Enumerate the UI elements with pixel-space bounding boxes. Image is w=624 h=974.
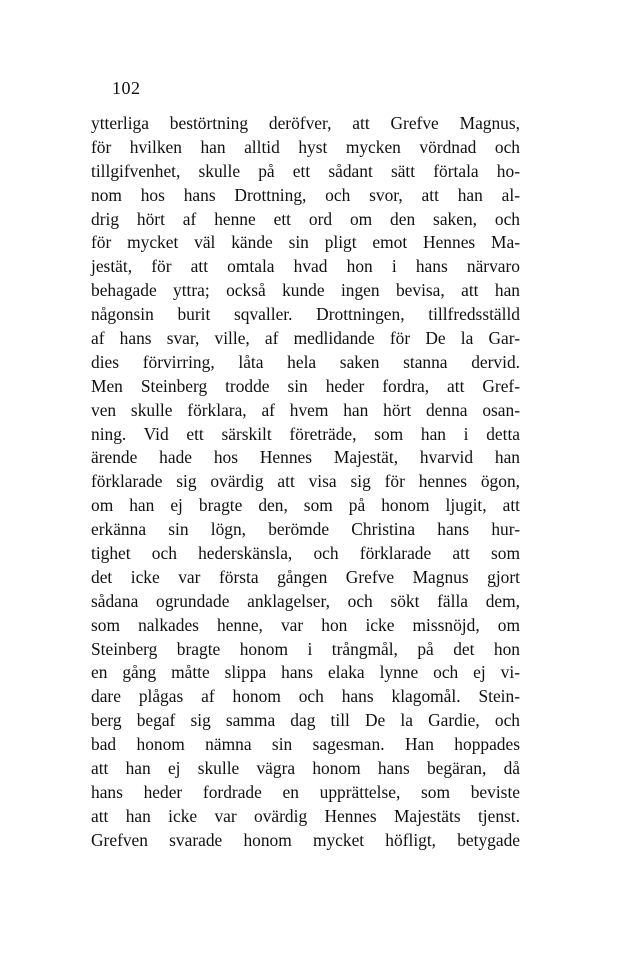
text-line: förklarade sig ovärdig att visa sig för hennes ögon, — [91, 471, 520, 492]
text-line: Men Steinberg trodde sin heder fordra, att Gref- — [91, 375, 520, 396]
text-line: tighet och hederskänsla, och förklarade att som — [91, 543, 520, 564]
text-line: erkänna sin lögn, berömde Christina hans hur- — [91, 519, 520, 540]
text-line: ytterliga bestörtning deröfver, att Grefve Magnus, — [91, 113, 520, 133]
text-line: drig hört af henne ett ord om den saken, och — [91, 208, 520, 229]
page-number: 102 — [112, 78, 141, 98]
text-line: Grefven svarade honom mycket höfligt, betygade — [91, 829, 520, 850]
text-line: som nalkades henne, var hon icke missnöjd, om — [91, 614, 520, 635]
text-line: Steinberg bragte honom i trångmål, på det hon — [91, 638, 520, 659]
text-line: det icke var första gången Grefve Magnus gjort — [91, 566, 520, 587]
text-line: ven skulle förklara, af hvem han hört denna osan- — [91, 399, 520, 420]
body-text — [91, 112, 520, 853]
text-line: af hans svar, ville, af medlidande för De la Gar- — [91, 328, 520, 349]
text-line: berg begaf sig samma dag till De la Gardie, och — [91, 710, 520, 731]
text-line: dies förvirring, låta hela saken stanna dervid. — [91, 351, 520, 372]
text-line: ning. Vid ett särskilt företräde, som han i detta — [91, 423, 520, 444]
text-line: någonsin burit sqvaller. Drottningen, tillfredsställd — [91, 304, 520, 325]
text-line: att han ej skulle vägra honom hans begäran, då — [91, 758, 520, 779]
text-line: en gång måtte slippa hans elaka lynne och ej vi- — [91, 662, 520, 683]
text-line: hans heder fordrade en upprättelse, som beviste — [91, 781, 520, 802]
text-line: jestät, för att omtala hvad hon i hans närvaro — [91, 256, 520, 277]
text-line: bad honom nämna sin sagesman. Han hoppades — [91, 734, 520, 755]
text-line: för mycket väl kände sin pligt emot Hennes Ma- — [91, 232, 520, 253]
text-line: ärende hade hos Hennes Majestät, hvarvid han — [91, 447, 520, 468]
text-line: behagade yttra; också kunde ingen bevisa, att han — [91, 280, 520, 301]
text-line: tillgifvenhet, skulle på ett sådant sätt förtala ho- — [91, 160, 520, 181]
text-line: sådana ogrundade anklagelser, och sökt fälla dem, — [91, 590, 520, 611]
text-line: om han ej bragte den, som på honom ljugit, att — [91, 495, 520, 516]
text-line: att han icke var ovärdig Hennes Majestäts tjenst. — [91, 805, 520, 826]
text-line: dare plågas af honom och hans klagomål. Stein- — [91, 686, 520, 707]
text-line: för hvilken han alltid hyst mycken vördnad och — [91, 136, 520, 157]
text-line: nom hos hans Drottning, och svor, att han al- — [91, 184, 520, 205]
